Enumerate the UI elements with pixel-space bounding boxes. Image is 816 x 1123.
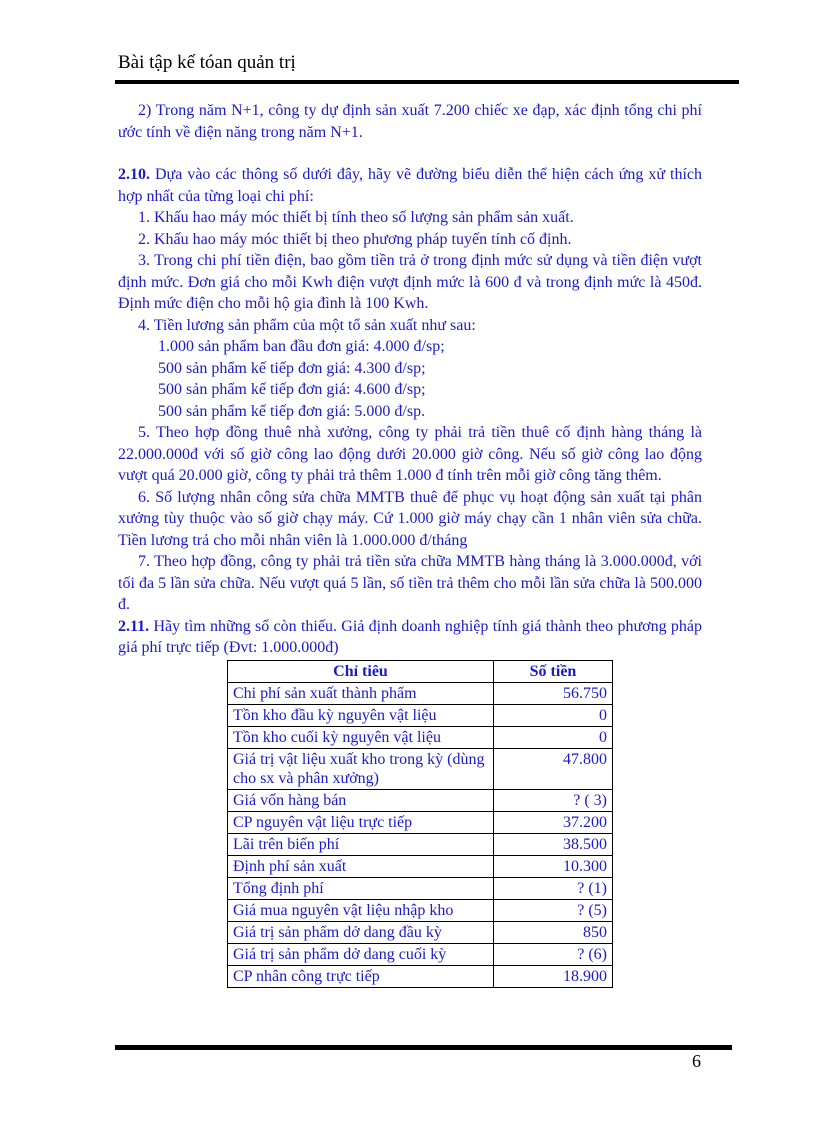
row-amount: 0: [494, 726, 613, 748]
exercise-number: 2.11.: [118, 617, 150, 635]
list-item: 4. Tiền lương sản phẩm của một tổ sản xuất như sau:: [138, 316, 476, 334]
exercise-prompt-text: Hãy tìm những số còn thiếu. Giả định doanh nghiệp tính giá thành theo phương pháp giá phí trực tiếp (Đvt: 1.000.000đ): [118, 617, 702, 656]
row-amount: 18.900: [494, 965, 613, 987]
cost-table: [227, 660, 613, 988]
row-amount: 38.500: [494, 833, 613, 855]
row-label: Giá trị vật liệu xuất kho trong kỳ (dùng cho sx và phân xưởng): [228, 748, 494, 789]
row-label: CP nhân công trực tiếp: [228, 965, 494, 987]
wage-tier-line: 500 sản phẩm kế tiếp đơn giá: 5.000 đ/sp.: [158, 402, 426, 420]
list-item: 5. Theo hợp đồng thuê nhà xưởng, công ty phải trả tiền thuê cố định hàng tháng là 22.000.000đ với số giờ công lao động dưới 20.000 giờ công. Nếu số giờ công lao động vượt quá 20.000 giờ, công ty phải trả thêm 1.000 đ tính trên mỗi giờ công tăng thêm.: [118, 424, 702, 484]
column-header-item: Chỉ tiêu: [228, 660, 494, 682]
page-number: 6: [692, 1051, 701, 1071]
row-label: Giá mua nguyên vật liệu nhập kho: [228, 899, 494, 921]
table-row: [228, 899, 613, 921]
row-amount: 47.800: [494, 748, 613, 789]
table-row: [228, 833, 613, 855]
list-item: 6. Số lượng nhân công sửa chữa MMTB thuê để phục vụ hoạt động sản xuất tại phân xưởng tùy thuộc vào số giờ chạy máy. Cứ 1.000 giờ máy chạy cần 1 nhân viên sửa chữa. Tiền lương trả cho mỗi nhân viên là 1.000.000 đ/tháng: [118, 488, 702, 549]
intro-paragraph: 2) Trong năm N+1, công ty dự định sản xuất 7.200 chiếc xe đạp, xác định tổng chi phí ước tính về điện năng trong năm N+1.: [118, 102, 702, 141]
row-amount: ? (1): [494, 877, 613, 899]
exercise-2-10-prompt: [118, 164, 702, 207]
header-rule: [115, 80, 739, 84]
row-label: Định phí sản xuất: [228, 855, 494, 877]
row-label: Giá trị sản phẩm dở dang cuối kỳ: [228, 943, 494, 965]
row-amount: ? (6): [494, 943, 613, 965]
header-title: Bài tập kế tóan quản trị: [118, 52, 296, 73]
table-row: [228, 726, 613, 748]
table-row: [228, 943, 613, 965]
list-item: 2. Khấu hao máy móc thiết bị theo phương pháp tuyến tính cố định.: [138, 230, 572, 248]
row-label: Tồn kho cuối kỳ nguyên vật liệu: [228, 726, 494, 748]
table-row: [228, 965, 613, 987]
row-label: Giá trị sản phẩm dở dang đầu kỳ: [228, 921, 494, 943]
row-label: Chi phí sản xuất thành phẩm: [228, 682, 494, 704]
exercise-number: 2.10.: [118, 166, 150, 183]
row-amount: 850: [494, 921, 613, 943]
table-row: [228, 789, 613, 811]
list-item: 3. Trong chi phí tiền điện, bao gồm tiền trả ở trong định mức sử dụng và tiền điện vượt định mức. Đơn giá cho mỗi Kwh điện vượt định mức là 600 đ và trong định mức là 450đ. Định mức điện cho mỗi hộ gia đình là 100 Kwh.: [118, 252, 702, 312]
list-item: 7. Theo hợp đồng, công ty phải trả tiền sửa chữa MMTB hàng tháng là 3.000.000đ, với tối đa 5 lần sửa chữa. Nếu vượt quá 5 lần, số tiền trả thêm cho mỗi lần sửa chữa là 500.000 đ.: [118, 553, 702, 613]
row-amount: 0: [494, 704, 613, 726]
table-header-row: [228, 660, 613, 682]
wage-tier-line: 500 sản phẩm kế tiếp đơn giá: 4.600 đ/sp;: [158, 381, 426, 398]
table-row: [228, 704, 613, 726]
row-amount: 10.300: [494, 855, 613, 877]
exercise-2-11-prompt: [118, 616, 702, 659]
table-row: [228, 921, 613, 943]
exercise-prompt-text: Dựa vào các thông số dưới đây, hãy vẽ đường biểu diễn thể hiện cách ứng xử thích hợp nhất của từng loại chi phí:: [118, 166, 703, 205]
row-label: Lãi trên biến phí: [228, 833, 494, 855]
column-header-amount: Số tiền: [494, 660, 613, 682]
row-label: Tổng định phí: [228, 877, 494, 899]
footer-rule: [115, 1045, 732, 1050]
table-row: [228, 682, 613, 704]
row-amount: 37.200: [494, 811, 613, 833]
row-label: Tồn kho đầu kỳ nguyên vật liệu: [228, 704, 494, 726]
wage-tier-line: 1.000 sản phẩm ban đầu đơn giá: 4.000 đ/sp;: [158, 338, 445, 355]
row-amount: 56.750: [494, 682, 613, 704]
row-label: CP nguyên vật liệu trực tiếp: [228, 811, 494, 833]
page-content: [118, 100, 702, 988]
row-label: Giá vốn hàng bán: [228, 789, 494, 811]
list-item: 1. Khấu hao máy móc thiết bị tính theo số lượng sản phẩm sản xuất.: [138, 209, 574, 226]
table-row: [228, 877, 613, 899]
wage-tier-line: 500 sản phẩm kế tiếp đơn giá: 4.300 đ/sp;: [158, 359, 426, 377]
row-amount: ? ( 3): [494, 789, 613, 811]
table-row: [228, 855, 613, 877]
table-row: [228, 811, 613, 833]
table-row: [228, 748, 613, 789]
row-amount: ? (5): [494, 899, 613, 921]
